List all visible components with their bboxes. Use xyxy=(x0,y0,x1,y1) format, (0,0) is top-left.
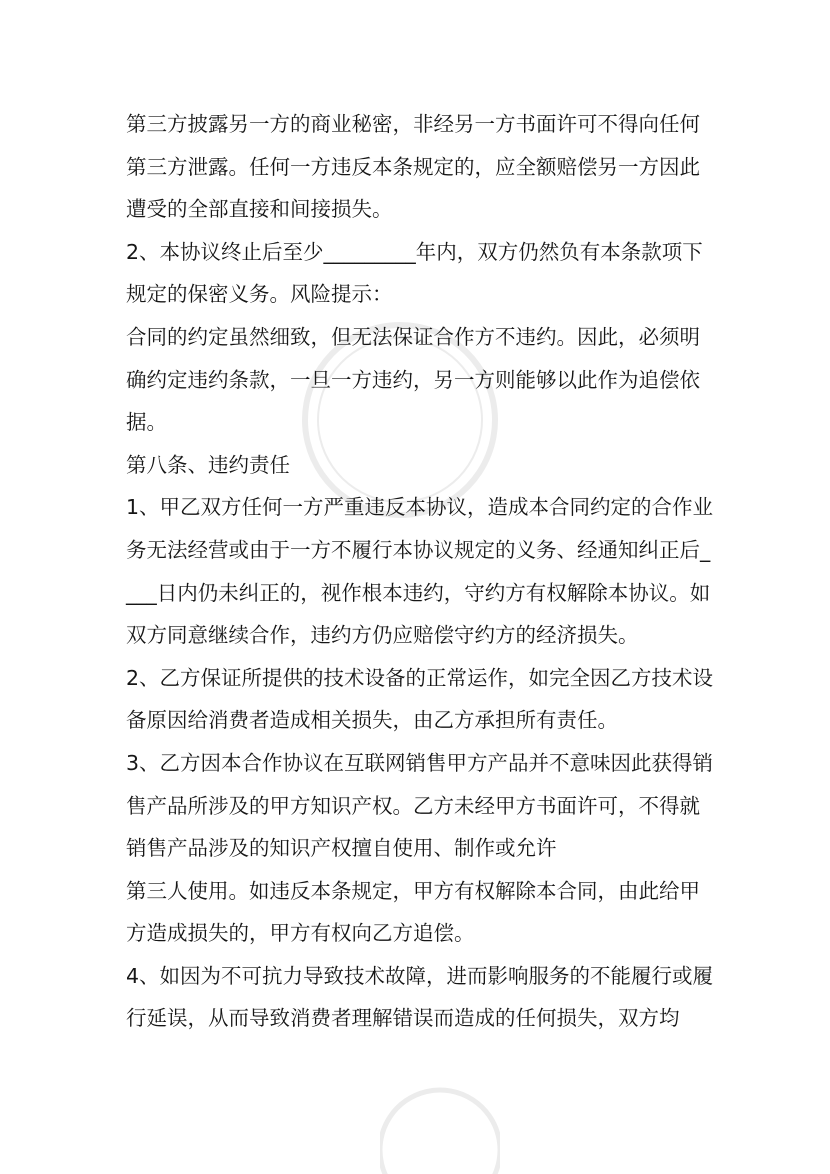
paragraph-breach-clause-3-continued: 第三人使用。如违反本条规定，甲方有权解除本合同，由此给甲方造成损失的，甲方有权向乙方追偿。 xyxy=(126,878,700,946)
watermark-logo-bottom xyxy=(380,1060,500,1174)
paragraph-breach-clause-2: 2、乙方保证所提供的技术设备的正常运作，如完全因乙方技术设备原因给消费者造成相关损失，由乙方承担所有责任。 xyxy=(126,665,714,733)
paragraph-breach-clause-3: 3、乙方因本合作协议在互联网销售甲方产品并不意味因此获得销售产品所涉及的甲方知识产权。乙方未经甲方书面许可，不得就销售产品涉及的知识产权擅自使用、制作或允许 xyxy=(126,750,714,861)
section-heading-article-8: 第八条、违约责任 xyxy=(126,452,290,477)
paragraph-confidentiality-term: 2、本协议终止后至少_________年内，双方仍然负有本条款项下规定的保密义务。风险提示： xyxy=(126,239,703,307)
paragraph-breach-clause-1: 1、甲乙双方任何一方严重违反本协议，造成本合同约定的合作业务无法经营或由于一方不履行本协议规定的义务、经通知纠正后____日内仍未纠正的，视作根本违约，守约方有权解除本协议。如双方同意继续合作，违约方仍应赔偿守约方的经济损失。 xyxy=(126,495,714,648)
paragraph-breach-clause-4: 4、如因为不可抗力导致技术故障，进而影响服务的不能履行或履行延误，从而导致消费者理解错误而造成的任何损失，双方均 xyxy=(126,963,714,1031)
paragraph-confidentiality-continued: 第三方披露另一方的商业秘密，非经另一方书面许可不得向任何第三方泄露。任何一方违反本条规定的，应全额赔偿另一方因此遭受的全部直接和间接损失。 xyxy=(126,112,700,222)
document-body xyxy=(126,103,716,1040)
paragraph-risk-tip: 合同的约定虽然细致，但无法保证合作方不违约。因此，必须明确约定违约条款，一旦一方违约，另一方则能够以此作为追偿依据。 xyxy=(126,324,700,435)
